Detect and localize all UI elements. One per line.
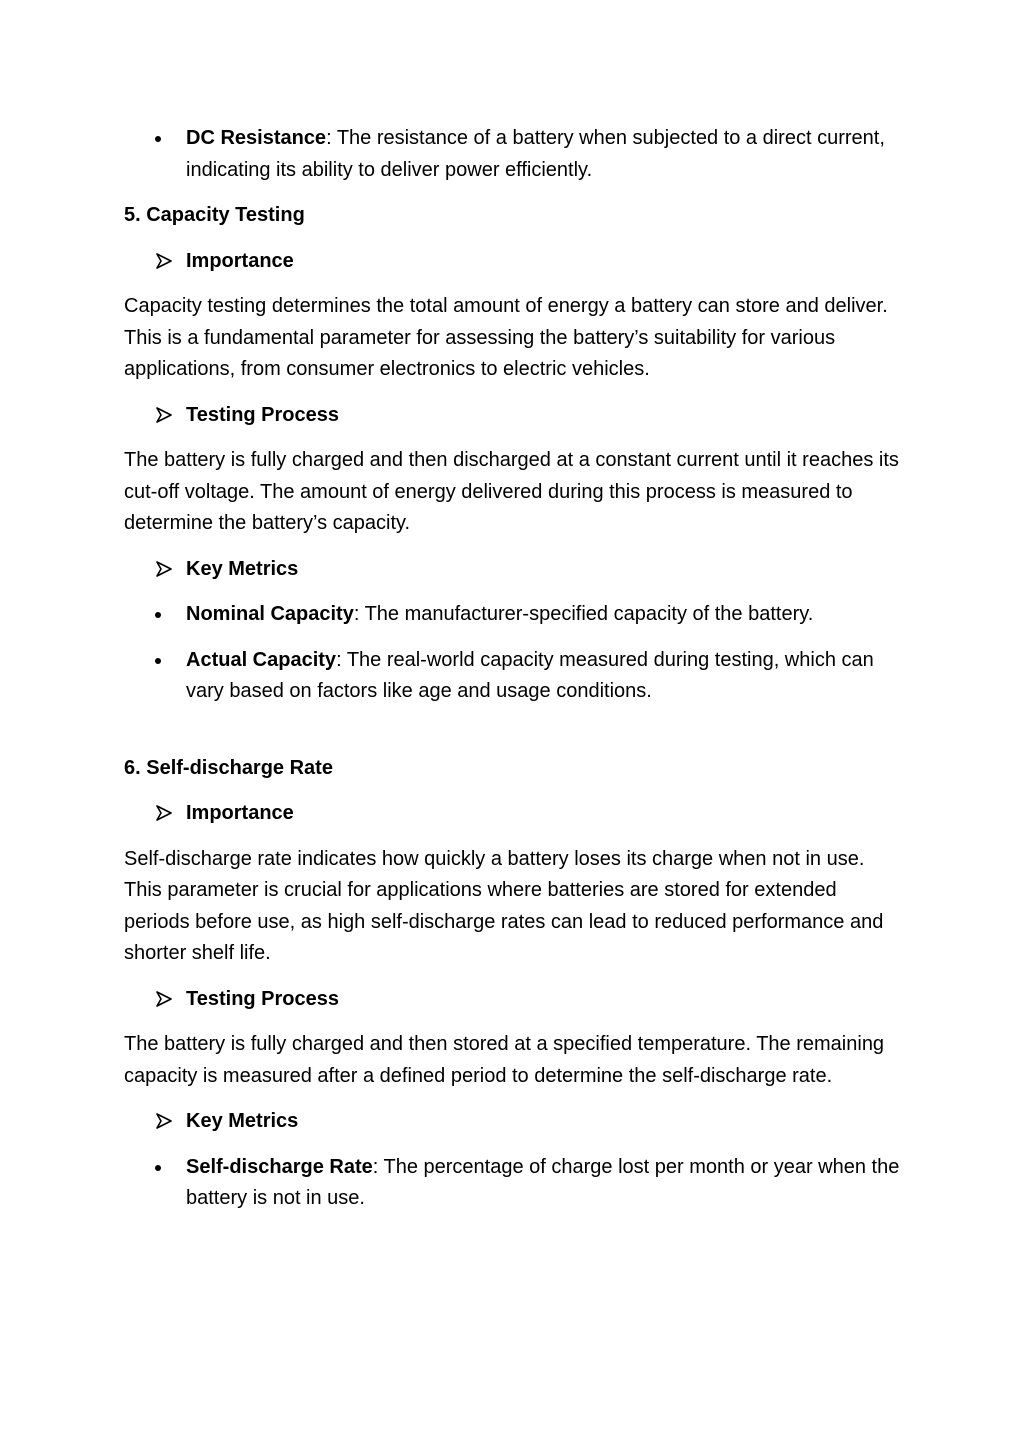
arrow-bullet-icon (156, 1113, 172, 1129)
subsection-heading (124, 984, 904, 1016)
paragraph: Self-discharge rate indicates how quickly a battery loses its charge when not in use. This parameter is crucial for applications where batteries are stored for extended periods before use, as high self-discharge rates can lead to reduced performance and shorter shelf life. (124, 847, 884, 964)
subsection-heading-text: Importance (186, 802, 294, 824)
arrow-bullet-icon (156, 991, 172, 1007)
bullet-dot-icon (155, 658, 161, 664)
paragraph: The battery is fully charged and then discharged at a constant current until it reaches its cut-off voltage. The amount of energy delivered during this process is measured to determine the battery’s capacity. (124, 449, 899, 534)
arrow-bullet-icon (156, 805, 172, 821)
bullet-text: : The resistance of a battery when subjected to a direct current, indicating its ability to deliver power efficiently. (186, 127, 885, 181)
bullet-text: : The percentage of charge lost per month or year when the battery is not in use. (186, 1155, 900, 1209)
subsection-heading (124, 246, 904, 278)
bullet-text: : The manufacturer-specified capacity of the battery. (353, 603, 814, 625)
bullet-item (124, 1152, 904, 1215)
subsection-heading (124, 554, 904, 586)
bullet-dot-icon (155, 612, 161, 618)
paragraph: The battery is fully charged and then stored at a specified temperature. The remaining capacity is measured after a defined period to determine the self-discharge rate. (124, 1033, 885, 1087)
subsection-heading-text: Testing Process (186, 403, 340, 426)
paragraph: Capacity testing determines the total amount of energy a battery can store and deliver. This is a fundamental parameter for assessing the battery’s suitability for various applications, from consumer electronics to electric vehicles. (124, 295, 888, 380)
bullet-dot-icon (155, 1165, 161, 1171)
bullet-item (124, 599, 904, 631)
bullet-term: Self-discharge Rate (186, 1155, 373, 1178)
document-body (124, 123, 904, 1229)
subsection-heading-text: Key Metrics (186, 1110, 299, 1132)
subsection-heading (124, 400, 904, 432)
arrow-bullet-icon (156, 407, 172, 423)
bullet-term: Actual Capacity (186, 648, 337, 671)
bullet-item (124, 645, 904, 708)
bullet-term: DC Resistance (186, 127, 327, 149)
bullet-term: Nominal Capacity (186, 603, 354, 625)
bullet-text: : The real-world capacity measured during testing, which can vary based on factors like age and usage conditions. (186, 648, 874, 702)
section-heading: 5. Capacity Testing (124, 204, 305, 226)
arrow-bullet-icon (156, 561, 172, 577)
section-spacer (124, 722, 904, 753)
bullet-item (124, 123, 904, 186)
section-heading: 6. Self-discharge Rate (124, 756, 333, 779)
arrow-bullet-icon (156, 253, 172, 269)
bullet-dot-icon (155, 136, 161, 142)
subsection-heading-text: Key Metrics (186, 557, 299, 580)
subsection-heading-text: Testing Process (186, 987, 340, 1010)
subsection-heading-text: Importance (186, 249, 294, 272)
subsection-heading (124, 1106, 904, 1138)
subsection-heading (124, 798, 904, 830)
